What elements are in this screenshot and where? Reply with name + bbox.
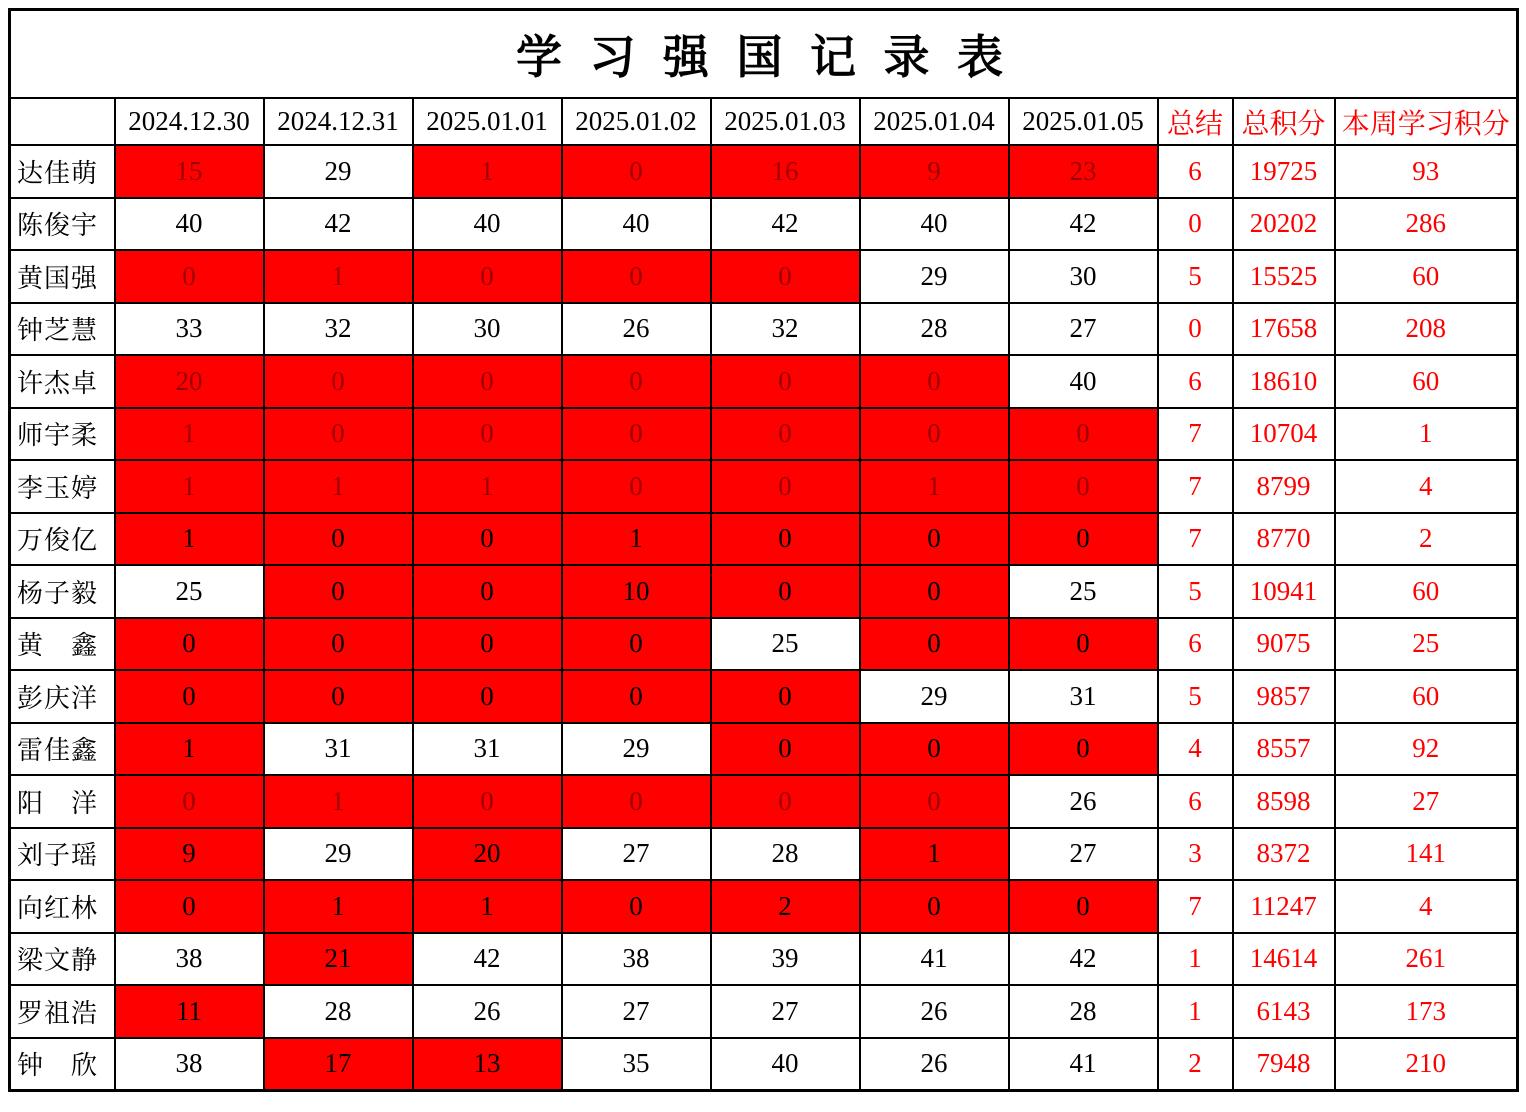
total-points: 9075 [1233, 618, 1335, 671]
day-score-cell: 41 [1009, 1038, 1158, 1091]
student-name: 达佳萌 [17, 158, 97, 188]
table-row [10, 355, 1518, 408]
day-score-cell: 26 [562, 303, 711, 356]
day-score-cell: 0 [860, 513, 1009, 566]
day-score-cell: 0 [115, 670, 264, 723]
total-points: 20202 [1233, 198, 1335, 251]
day-score-cell: 0 [562, 355, 711, 408]
day-score-cell: 0 [711, 250, 860, 303]
summary-count: 1 [1158, 985, 1233, 1038]
summary-count: 7 [1158, 460, 1233, 513]
total-points: 10704 [1233, 408, 1335, 461]
day-score-cell: 16 [711, 145, 860, 198]
summary-count: 3 [1158, 828, 1233, 881]
day-score-cell: 0 [264, 408, 413, 461]
day-score-cell: 30 [1009, 250, 1158, 303]
day-score-cell: 29 [860, 670, 1009, 723]
day-score-cell: 0 [264, 618, 413, 671]
week-points: 173 [1335, 985, 1518, 1038]
student-name: 罗祖浩 [17, 998, 97, 1028]
total-points: 10941 [1233, 565, 1335, 618]
page-title: 学 习 强 国 记 录 表 [10, 10, 1518, 99]
day-score-cell: 26 [860, 985, 1009, 1038]
total-points: 15525 [1233, 250, 1335, 303]
day-score-cell: 0 [562, 460, 711, 513]
total-points: 8799 [1233, 460, 1335, 513]
student-name-cell [10, 250, 115, 303]
student-name: 雷佳鑫 [17, 736, 97, 766]
total-points: 14614 [1233, 933, 1335, 986]
week-points: 1 [1335, 408, 1518, 461]
day-score-cell: 20 [115, 355, 264, 408]
day-score-cell: 0 [413, 670, 562, 723]
student-name-cell [10, 723, 115, 776]
summary-count: 6 [1158, 355, 1233, 408]
day-score-cell: 28 [264, 985, 413, 1038]
day-score-cell: 0 [413, 355, 562, 408]
summary-count: 5 [1158, 670, 1233, 723]
student-name: 向红林 [17, 893, 97, 923]
day-score-cell: 0 [562, 670, 711, 723]
day-score-cell: 0 [413, 565, 562, 618]
day-score-cell: 29 [264, 828, 413, 881]
day-score-cell: 31 [413, 723, 562, 776]
day-score-cell: 17 [264, 1038, 413, 1091]
day-score-cell: 0 [115, 618, 264, 671]
day-score-cell: 2 [711, 880, 860, 933]
student-name-cell [10, 880, 115, 933]
week-points: 261 [1335, 933, 1518, 986]
week-points: 60 [1335, 565, 1518, 618]
day-score-cell: 0 [562, 408, 711, 461]
day-score-cell: 1 [115, 460, 264, 513]
day-score-cell: 0 [860, 618, 1009, 671]
day-score-cell: 1 [860, 828, 1009, 881]
total-points: 8770 [1233, 513, 1335, 566]
student-name: 陈俊宇 [17, 211, 97, 241]
day-score-cell: 10 [562, 565, 711, 618]
day-score-cell: 39 [711, 933, 860, 986]
total-points: 18610 [1233, 355, 1335, 408]
table-row [10, 1038, 1518, 1091]
table-row [10, 880, 1518, 933]
day-score-cell: 0 [711, 775, 860, 828]
student-name: 杨子毅 [17, 578, 97, 608]
day-score-cell: 40 [562, 198, 711, 251]
student-name-cell [10, 933, 115, 986]
day-score-cell: 1 [562, 513, 711, 566]
week-points: 210 [1335, 1038, 1518, 1091]
total-points: 9857 [1233, 670, 1335, 723]
day-score-cell: 40 [1009, 355, 1158, 408]
day-score-cell: 0 [1009, 408, 1158, 461]
day-score-cell: 30 [413, 303, 562, 356]
student-name: 梁文静 [17, 946, 97, 976]
student-name-cell [10, 670, 115, 723]
day-score-cell: 38 [562, 933, 711, 986]
student-name-cell [10, 198, 115, 251]
summary-count: 7 [1158, 408, 1233, 461]
col-header-date: 2024.12.30 [115, 98, 264, 145]
day-score-cell: 0 [413, 250, 562, 303]
student-name: 阳洋 [17, 788, 97, 818]
day-score-cell: 0 [562, 775, 711, 828]
day-score-cell: 41 [860, 933, 1009, 986]
day-score-cell: 0 [1009, 618, 1158, 671]
day-score-cell: 40 [711, 1038, 860, 1091]
table-row [10, 670, 1518, 723]
day-score-cell: 0 [562, 618, 711, 671]
day-score-cell: 1 [413, 460, 562, 513]
table-row [10, 723, 1518, 776]
day-score-cell: 32 [264, 303, 413, 356]
summary-count: 6 [1158, 775, 1233, 828]
student-name-cell [10, 513, 115, 566]
student-name: 许杰卓 [17, 368, 97, 398]
day-score-cell: 1 [413, 145, 562, 198]
day-score-cell: 1 [115, 513, 264, 566]
day-score-cell: 0 [264, 670, 413, 723]
student-name: 万俊亿 [17, 526, 97, 556]
day-score-cell: 0 [413, 513, 562, 566]
week-points: 92 [1335, 723, 1518, 776]
week-points: 2 [1335, 513, 1518, 566]
student-name: 师宇柔 [17, 421, 97, 451]
day-score-cell: 0 [115, 775, 264, 828]
summary-count: 1 [1158, 933, 1233, 986]
total-points: 6143 [1233, 985, 1335, 1038]
table-row [10, 198, 1518, 251]
summary-count: 6 [1158, 145, 1233, 198]
week-points: 60 [1335, 355, 1518, 408]
student-name-cell [10, 828, 115, 881]
summary-count: 2 [1158, 1038, 1233, 1091]
summary-count: 7 [1158, 880, 1233, 933]
student-name: 刘子瑶 [17, 841, 97, 871]
day-score-cell: 0 [115, 250, 264, 303]
col-header-summary: 总结 [1158, 98, 1233, 145]
day-score-cell: 0 [413, 775, 562, 828]
day-score-cell: 29 [860, 250, 1009, 303]
day-score-cell: 0 [860, 355, 1009, 408]
day-score-cell: 29 [562, 723, 711, 776]
day-score-cell: 0 [711, 513, 860, 566]
table-body [10, 145, 1518, 1091]
student-name-cell [10, 145, 115, 198]
table-row [10, 303, 1518, 356]
table-row [10, 250, 1518, 303]
student-name-cell [10, 618, 115, 671]
day-score-cell: 27 [711, 985, 860, 1038]
col-header-date: 2025.01.02 [562, 98, 711, 145]
week-points: 93 [1335, 145, 1518, 198]
student-name: 李玉婷 [17, 473, 97, 503]
day-score-cell: 25 [711, 618, 860, 671]
col-header-total: 总积分 [1233, 98, 1335, 145]
week-points: 4 [1335, 460, 1518, 513]
table-row [10, 933, 1518, 986]
day-score-cell: 0 [1009, 723, 1158, 776]
day-score-cell: 1 [115, 408, 264, 461]
day-score-cell: 40 [860, 198, 1009, 251]
day-score-cell: 0 [562, 880, 711, 933]
day-score-cell: 28 [711, 828, 860, 881]
day-score-cell: 25 [115, 565, 264, 618]
day-score-cell: 0 [413, 618, 562, 671]
week-points: 141 [1335, 828, 1518, 881]
week-points: 25 [1335, 618, 1518, 671]
col-header-date: 2025.01.04 [860, 98, 1009, 145]
day-score-cell: 23 [1009, 145, 1158, 198]
day-score-cell: 0 [115, 880, 264, 933]
day-score-cell: 21 [264, 933, 413, 986]
total-points: 8557 [1233, 723, 1335, 776]
student-name: 彭庆洋 [17, 683, 97, 713]
day-score-cell: 1 [860, 460, 1009, 513]
day-score-cell: 26 [413, 985, 562, 1038]
day-score-cell: 0 [562, 250, 711, 303]
table-row [10, 775, 1518, 828]
student-name-cell [10, 565, 115, 618]
day-score-cell: 42 [711, 198, 860, 251]
day-score-cell: 27 [1009, 303, 1158, 356]
day-score-cell: 0 [1009, 513, 1158, 566]
total-points: 8372 [1233, 828, 1335, 881]
day-score-cell: 38 [115, 1038, 264, 1091]
summary-count: 0 [1158, 198, 1233, 251]
day-score-cell: 1 [264, 250, 413, 303]
day-score-cell: 40 [413, 198, 562, 251]
day-score-cell: 0 [711, 723, 860, 776]
day-score-cell: 9 [860, 145, 1009, 198]
total-points: 7948 [1233, 1038, 1335, 1091]
day-score-cell: 0 [860, 775, 1009, 828]
day-score-cell: 1 [264, 880, 413, 933]
week-points: 60 [1335, 250, 1518, 303]
week-points: 286 [1335, 198, 1518, 251]
day-score-cell: 27 [562, 985, 711, 1038]
day-score-cell: 15 [115, 145, 264, 198]
student-name-cell [10, 775, 115, 828]
col-header-date: 2025.01.05 [1009, 98, 1158, 145]
summary-count: 6 [1158, 618, 1233, 671]
day-score-cell: 29 [264, 145, 413, 198]
day-score-cell: 0 [860, 565, 1009, 618]
day-score-cell: 0 [860, 723, 1009, 776]
day-score-cell: 27 [1009, 828, 1158, 881]
table-row [10, 565, 1518, 618]
week-points: 208 [1335, 303, 1518, 356]
day-score-cell: 42 [264, 198, 413, 251]
col-header-date: 2025.01.01 [413, 98, 562, 145]
day-score-cell: 35 [562, 1038, 711, 1091]
study-record-table [8, 8, 1519, 1092]
table-row [10, 513, 1518, 566]
total-points: 17658 [1233, 303, 1335, 356]
day-score-cell: 0 [413, 408, 562, 461]
day-score-cell: 31 [264, 723, 413, 776]
student-name-cell [10, 303, 115, 356]
day-score-cell: 0 [860, 408, 1009, 461]
day-score-cell: 26 [1009, 775, 1158, 828]
day-score-cell: 0 [711, 670, 860, 723]
student-name: 黄鑫 [17, 631, 97, 661]
day-score-cell: 31 [1009, 670, 1158, 723]
day-score-cell: 0 [711, 408, 860, 461]
day-score-cell: 1 [264, 460, 413, 513]
day-score-cell: 40 [115, 198, 264, 251]
corner-cell [10, 98, 115, 145]
table-row [10, 145, 1518, 198]
student-name-cell [10, 408, 115, 461]
day-score-cell: 11 [115, 985, 264, 1038]
summary-count: 4 [1158, 723, 1233, 776]
summary-count: 0 [1158, 303, 1233, 356]
week-points: 4 [1335, 880, 1518, 933]
day-score-cell: 27 [562, 828, 711, 881]
table-row [10, 460, 1518, 513]
day-score-cell: 0 [562, 145, 711, 198]
day-score-cell: 0 [1009, 880, 1158, 933]
day-score-cell: 33 [115, 303, 264, 356]
day-score-cell: 9 [115, 828, 264, 881]
day-score-cell: 26 [860, 1038, 1009, 1091]
day-score-cell: 25 [1009, 565, 1158, 618]
day-score-cell: 0 [264, 513, 413, 566]
col-header-date: 2025.01.03 [711, 98, 860, 145]
day-score-cell: 38 [115, 933, 264, 986]
day-score-cell: 1 [413, 880, 562, 933]
table-row [10, 828, 1518, 881]
day-score-cell: 0 [711, 460, 860, 513]
day-score-cell: 0 [860, 880, 1009, 933]
student-name: 黄国强 [17, 263, 97, 293]
day-score-cell: 0 [264, 355, 413, 408]
student-name: 钟欣 [17, 1051, 97, 1081]
total-points: 8598 [1233, 775, 1335, 828]
day-score-cell: 42 [1009, 933, 1158, 986]
day-score-cell: 0 [1009, 460, 1158, 513]
student-name-cell [10, 1038, 115, 1091]
header-row [10, 98, 1518, 145]
day-score-cell: 42 [1009, 198, 1158, 251]
day-score-cell: 32 [711, 303, 860, 356]
week-points: 60 [1335, 670, 1518, 723]
day-score-cell: 13 [413, 1038, 562, 1091]
week-points: 27 [1335, 775, 1518, 828]
day-score-cell: 1 [264, 775, 413, 828]
summary-count: 7 [1158, 513, 1233, 566]
col-header-week: 本周学习积分 [1335, 98, 1518, 145]
summary-count: 5 [1158, 250, 1233, 303]
student-name: 钟芝慧 [17, 316, 97, 346]
student-name-cell [10, 985, 115, 1038]
day-score-cell: 28 [1009, 985, 1158, 1038]
col-header-date: 2024.12.31 [264, 98, 413, 145]
table-row [10, 408, 1518, 461]
day-score-cell: 28 [860, 303, 1009, 356]
student-name-cell [10, 355, 115, 408]
day-score-cell: 0 [711, 355, 860, 408]
day-score-cell: 1 [115, 723, 264, 776]
summary-count: 5 [1158, 565, 1233, 618]
total-points: 19725 [1233, 145, 1335, 198]
student-name-cell [10, 460, 115, 513]
title-row [10, 10, 1518, 99]
day-score-cell: 0 [264, 565, 413, 618]
day-score-cell: 20 [413, 828, 562, 881]
total-points: 11247 [1233, 880, 1335, 933]
table-row [10, 985, 1518, 1038]
table-row [10, 618, 1518, 671]
day-score-cell: 42 [413, 933, 562, 986]
day-score-cell: 0 [711, 565, 860, 618]
